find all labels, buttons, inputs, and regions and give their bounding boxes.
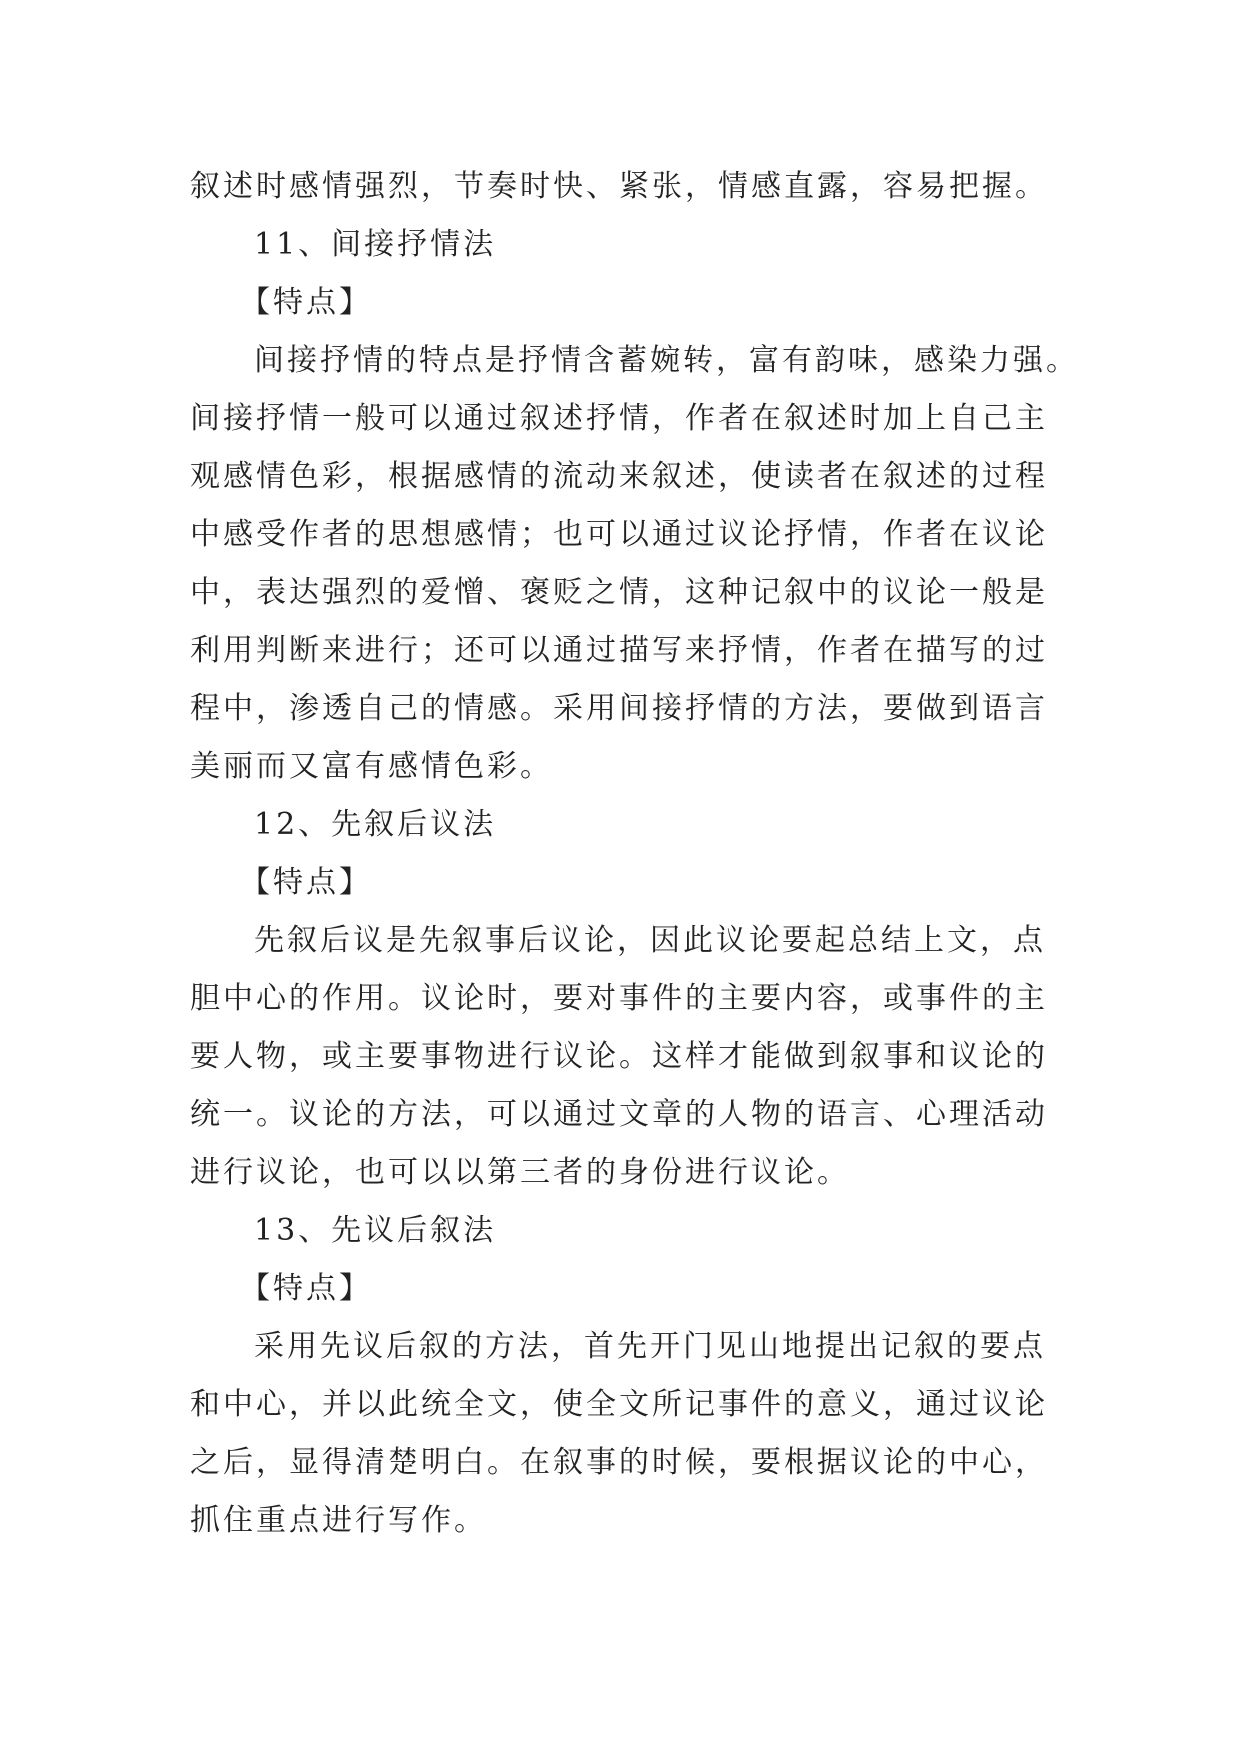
section-heading-13: 13、先议后叙法: [254, 1213, 497, 1248]
paragraph-line: 先叙后议是先叙事后议论，因此议论要起总结上文，点: [254, 923, 1046, 958]
feature-label: 【特点】: [240, 285, 372, 320]
paragraph-line: 程中，渗透自己的情感。采用间接抒情的方法，要做到语言: [190, 691, 1048, 726]
paragraph-line: 采用先议后叙的方法，首先开门见山地提出记叙的要点: [254, 1329, 1046, 1364]
feature-label: 【特点】: [240, 865, 372, 900]
paragraph-line: 间接抒情的特点是抒情含蓄婉转，富有韵味，感染力强。: [254, 343, 1079, 378]
section-heading-12: 12、先叙后议法: [254, 807, 497, 842]
paragraph-line: 和中心，并以此统全文，使全文所记事件的意义，通过议论: [190, 1387, 1048, 1422]
paragraph-line: 统一。议论的方法，可以通过文章的人物的语言、心理活动: [190, 1097, 1048, 1132]
paragraph-line: 间接抒情一般可以通过叙述抒情，作者在叙述时加上自己主: [190, 401, 1048, 436]
paragraph-line: 叙述时感情强烈，节奏时快、紧张，情感直露，容易把握。: [190, 169, 1048, 204]
paragraph-line: 观感情色彩，根据感情的流动来叙述，使读者在叙述的过程: [190, 459, 1048, 494]
paragraph-line: 抓住重点进行写作。: [190, 1503, 487, 1538]
document-body: [190, 158, 1079, 1550]
section-heading-11: 11、间接抒情法: [254, 227, 497, 262]
paragraph-line: 要人物，或主要事物进行议论。这样才能做到叙事和议论的: [190, 1039, 1048, 1074]
paragraph-line: 美丽而又富有感情色彩。: [190, 749, 553, 784]
paragraph-line: 中，表达强烈的爱憎、褒贬之情，这种记叙中的议论一般是: [190, 575, 1048, 610]
feature-label: 【特点】: [240, 1271, 372, 1306]
paragraph-line: 进行议论，也可以以第三者的身份进行议论。: [190, 1155, 850, 1190]
paragraph-line: 中感受作者的思想感情；也可以通过议论抒情，作者在议论: [190, 517, 1048, 552]
paragraph-line: 利用判断来进行；还可以通过描写来抒情，作者在描写的过: [190, 633, 1048, 668]
paragraph-line: 之后，显得清楚明白。在叙事的时候，要根据议论的中心，: [190, 1445, 1048, 1480]
paragraph-line: 胆中心的作用。议论时，要对事件的主要内容，或事件的主: [190, 981, 1048, 1016]
